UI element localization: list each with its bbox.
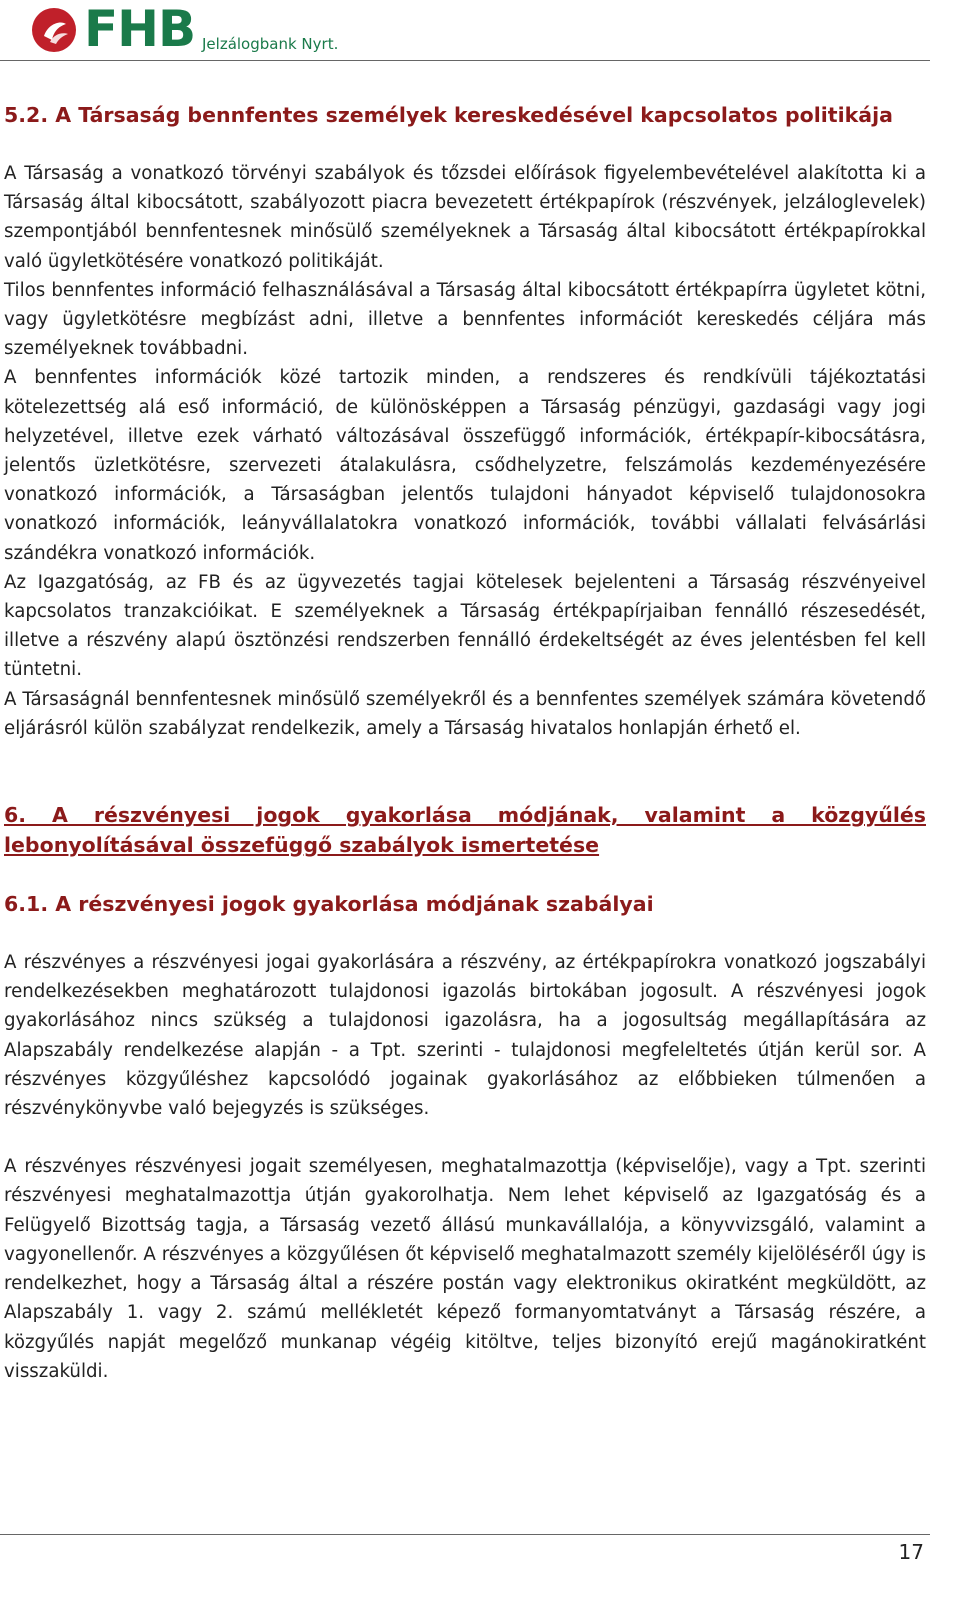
paragraph: A Társaság a vonatkozó törvényi szabályok és tőzsdei előírások figyelembevételével alakította ki a Társaság által kibocsátott, szabályozott piacra bevezetett értékpapírok (részvények, jelzáloglevelek) szempontjából bennfentesnek minősülő személyeknek a Társaság által kibocsátott értékpapírokkal való ügyletkötésére vonatkozó politikáját. <box>4 163 926 272</box>
header-divider <box>0 60 930 61</box>
page-number: 17 <box>898 1540 924 1564</box>
logo-subtitle: Jelzálogbank Nyrt. <box>202 35 339 53</box>
logo-text: FHB <box>84 0 196 58</box>
footer-divider <box>0 1534 930 1535</box>
fhb-logo-icon <box>30 6 78 54</box>
paragraph: Az Igazgatóság, az FB és az ügyvezetés tagjai kötelesek bejelenteni a Társaság részvényeivel kapcsolatos tranzakcióikat. E személyeknek a Társaság értékpapírjaiban fennálló részesedését, illetve a részvény alapú ösztönzési rendszerben fennálló érdekeltségét az éves jelentésben fel kell tüntetni. <box>4 571 926 681</box>
section-6-heading: 6. A részvényesi jogok gyakorlása módjának, valamint a közgyűlés lebonyolításával összefüggő szabályok ismertetése <box>4 803 926 857</box>
section-5-2-heading: 5.2. A Társaság bennfentes személyek kereskedésével kapcsolatos politikája <box>4 103 893 127</box>
paragraph: A bennfentes információk közé tartozik minden, a rendszeres és rendkívüli tájékoztatási kötelezettség alá eső információ, de különösképpen a Társaság pénzügyi, gazdasági vagy jogi helyzetével, illetve ezek várható változásával összefüggő információk, értékpapír-kibocsátásra, jelentős üzletkötésre, szervezeti átalakulásra, csődhelyzetre, felszámolás kezdeményezésére vonatkozó információk, a Társaságban jelentős tulajdoni hányadot képviselő tulajdonosokra vonatkozó információk, leányvállalatokra vonatkozó információk, további vállalati felvásárlási szándékra vonatkozó információk. <box>4 367 926 564</box>
page-header <box>0 0 960 64</box>
paragraph: A részvényes részvényesi jogait személyesen, meghatalmazottja (képviselője), vagy a Tpt. szerinti részvényesi meghatalmazottja útján gyakorolhatja. Nem lehet képviselő az Igazgatóság és a Felügyelő Bizottság tagja, a Társaság vezető állású munkavállalója, a könyvvizsgáló, valamint a vagyonellenőr. A részvényes a közgyűlésen őt képviselő meghatalmazott személy kijelöléséről úgy is rendelkezhet, hogy a Társaság által a részére postán vagy elektronikus okiratként megküldött, az Alapszabály 1. vagy 2. számú mellékletét képező formanyomtatványt a Társaság részére, a közgyűlés napját megelőző munkanap végéig kitöltve, teljes bizonyító erejű magánokiratként visszaküldi. <box>4 1156 926 1382</box>
section-6-1-heading: 6.1. A részvényesi jogok gyakorlása módjának szabályai <box>4 892 654 917</box>
paragraph: A részvényes a részvényesi jogai gyakorlására a részvény, az értékpapírokra vonatkozó jogszabályi rendelkezésekben meghatározott tulajdonosi igazolás birtokában jogosult. A részvényesi jogok gyakorlásához nincs szükség a tulajdonosi igazolásra, ha a jogosultság megállapítására az Alapszabály rendelkezése alapján - a Tpt. szerinti - tulajdonosi megfeleltetés útján kerül sor. A részvényes közgyűléshez kapcsolódó jogainak gyakorlásához az előbbieken túlmenően a részvénykönyvbe való bejegyzés is szükséges. <box>4 952 926 1120</box>
paragraph: A Társaságnál bennfentesnek minősülő személyekről és a bennfentes személyek számára követendő eljárásról külön szabályzat rendelkezik, amely a Társaság hivatalos honlapján érhető el. <box>4 688 926 739</box>
document-body <box>4 100 926 1386</box>
paragraph: Tilos bennfentes információ felhasználásával a Társaság által kibocsátott értékpapírra ügyletet kötni, vagy ügyletkötésre megbízást adni, illetve a bennfentes információt kereskedés céljára más személyeknek továbbadni. <box>4 279 926 360</box>
